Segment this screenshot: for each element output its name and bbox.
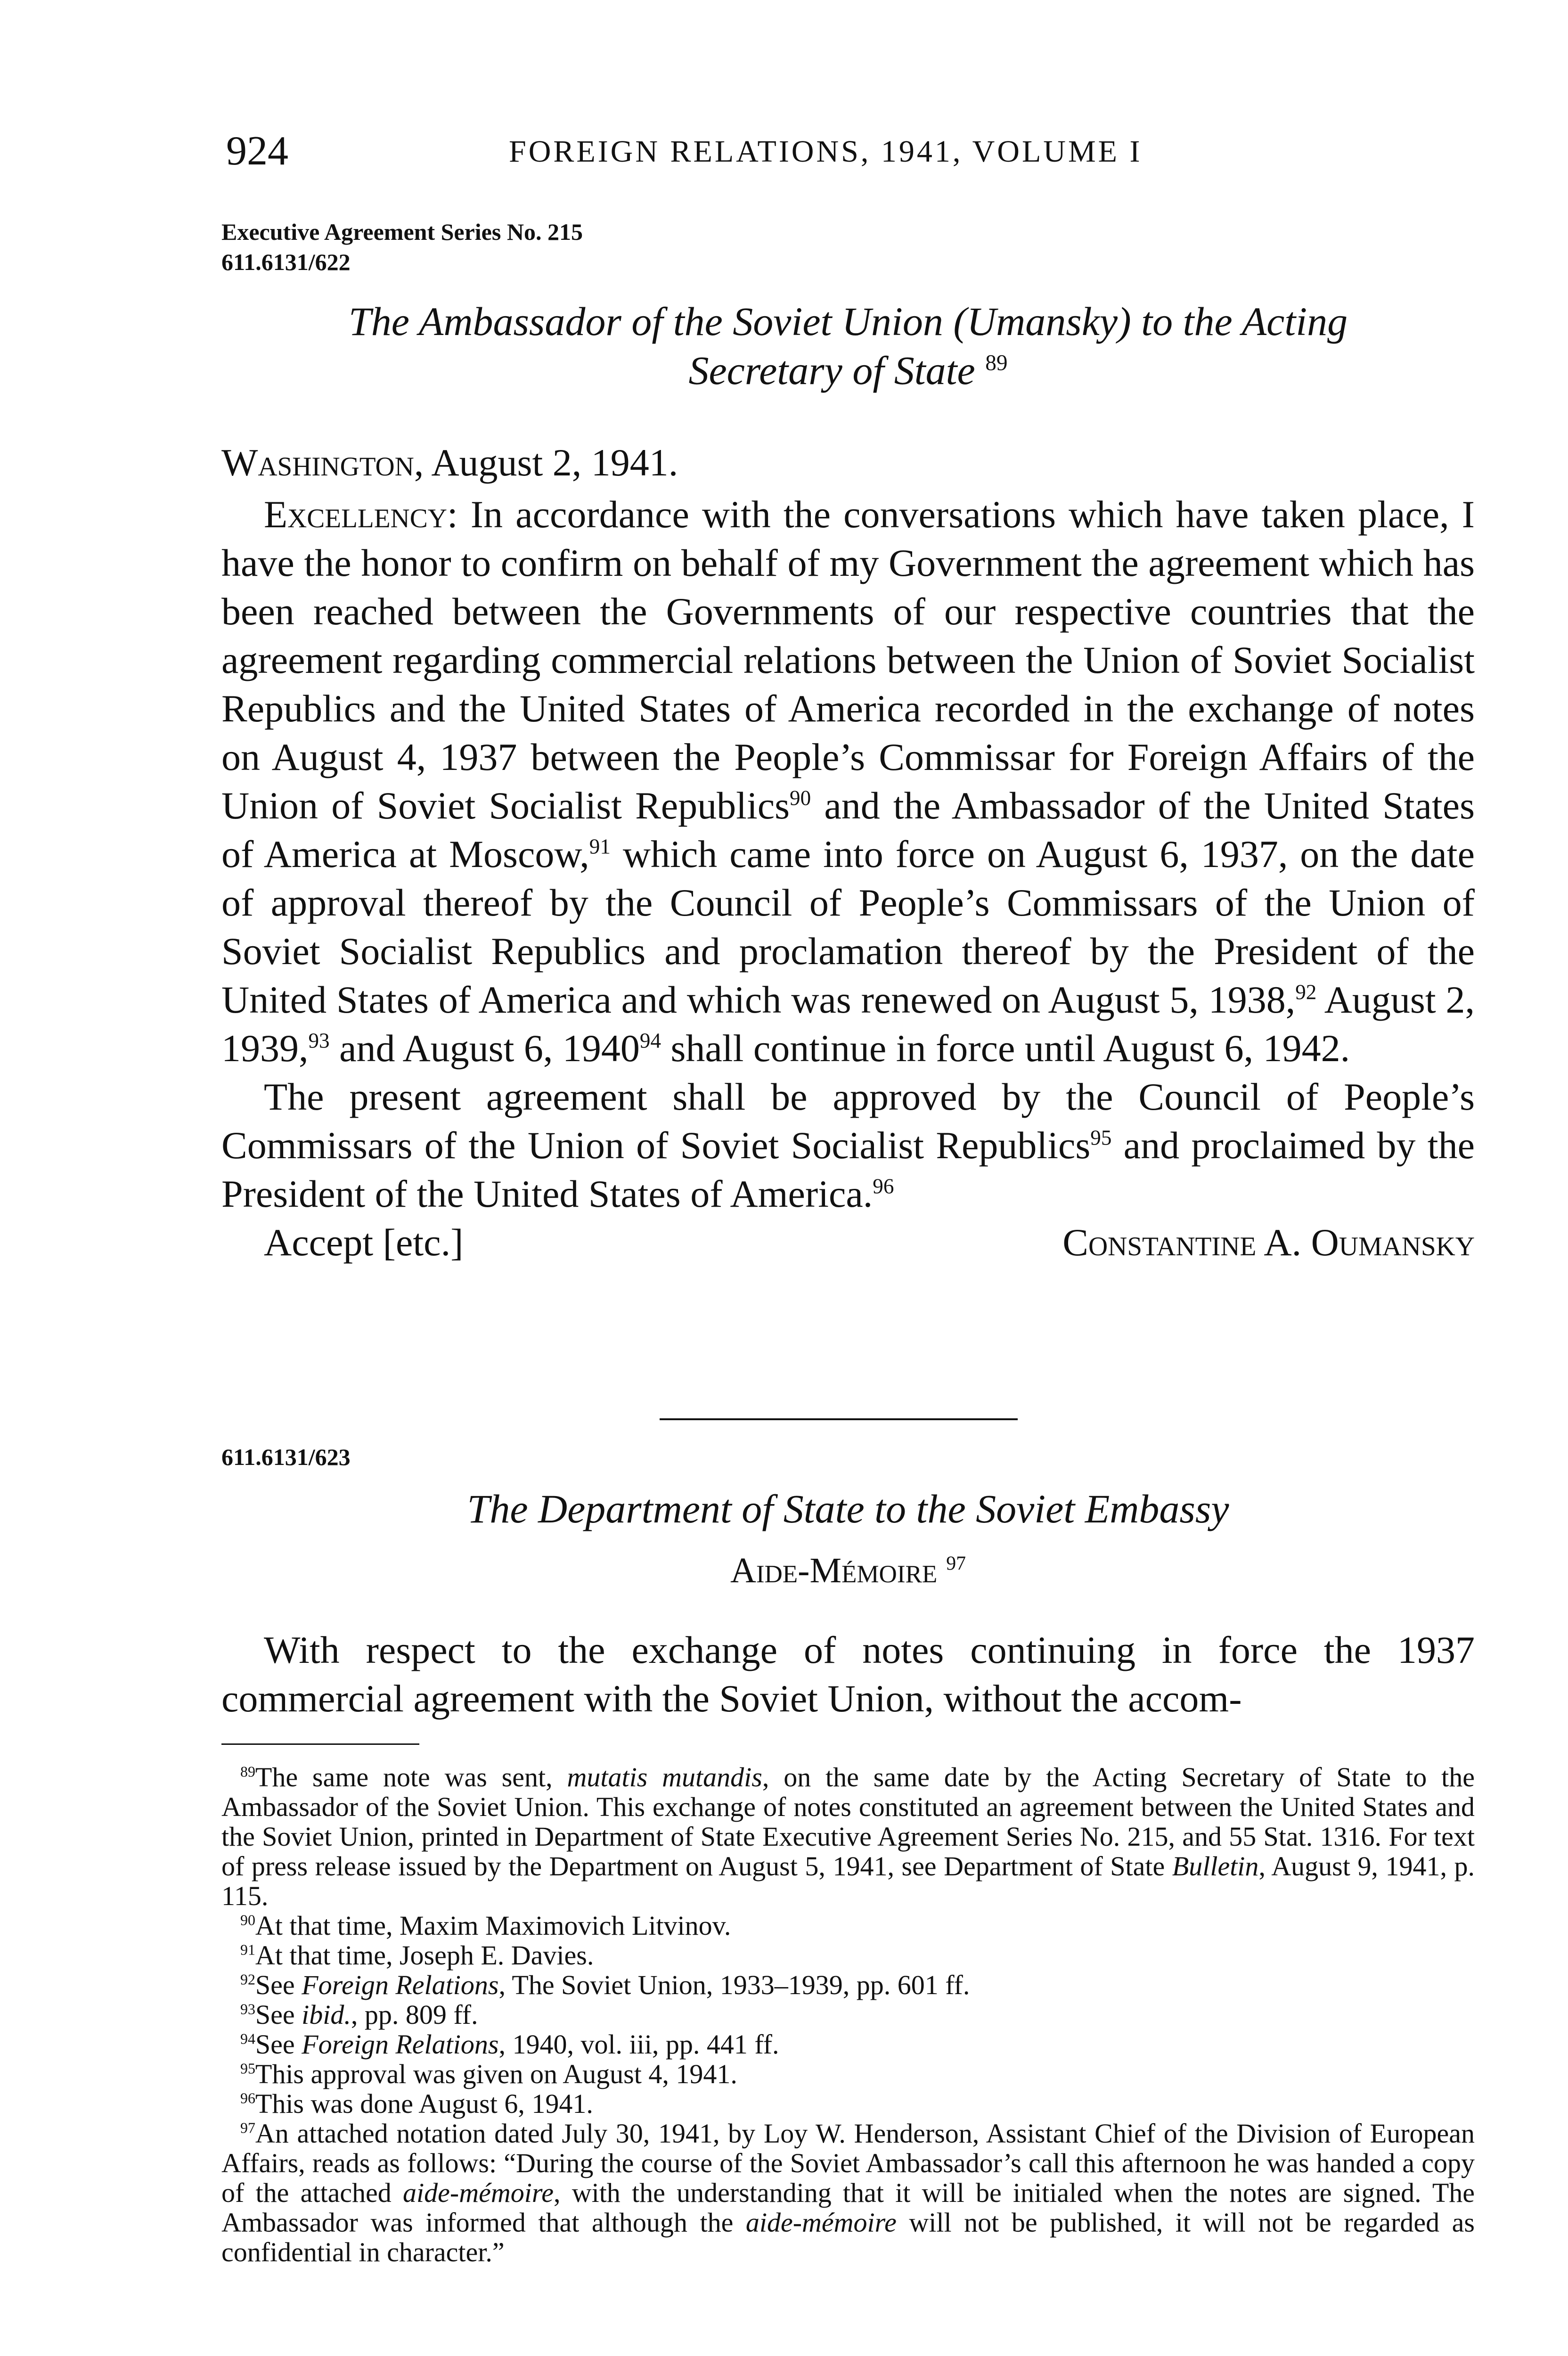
footnote-90: $^{90}$At that time, Maxim Maximovich Litvinov. <box>240 1910 731 1941</box>
salutation: Excellency <box>264 493 447 536</box>
footnote-ref: 91 <box>589 834 611 859</box>
file-number-2: 611.6131/623 <box>221 1444 351 1470</box>
paragraph: With respect to the exchange of notes continuing in force the 1937 commercial agreement with the Soviet Union, without the accom- <box>221 1628 1475 1720</box>
footnote-ref: 94 <box>639 1029 661 1053</box>
footnote-92: $^{92}$See Foreign Relations, The Soviet Union, 1933–1939, pp. 601 ff. <box>240 1970 970 2000</box>
footnote-ref: 89 <box>985 351 1008 376</box>
page-number: 924 <box>226 128 288 174</box>
file-number: 611.6131/622 <box>221 249 351 275</box>
footnote-ref: 95 <box>1090 1126 1112 1150</box>
footnote-rule <box>221 1743 419 1745</box>
document-title-2: The Department of State to the Soviet Embassy <box>467 1486 1229 1531</box>
paragraph: Excellency: In accordance with the conversations which have taken place, I have the honor to confirm on behalf of my Government the agreement which has been reached between the Governments of our respective countries that the agreement regarding commercial relations between the Union of Soviet Socialist Republics and the United States of America recorded in the exchange of notes on August 4, 1937 between the People’s Commissar for Foreign Affairs of the Union of Soviet Socialist Republics$^{90}$ and the Ambassador of the United States of America at Moscow,$^{91}$ which came into force on August 6, 1937, on the date of approval thereof by the Council of People’s Commissars of the Union of Soviet Socialist Republics and proclamation thereof by the President of the United States of America and which was renewed on August 5, 1938,92 August 2, 1939,93 and August 6, 1940$^{94}$ shall continue in force until August 6, 1942. <box>221 493 1475 1070</box>
executive-agreement-series: Executive Agreement Series No. 215 <box>221 219 583 245</box>
document-title <box>221 297 1475 395</box>
footnote-93: $^{93}$See ibid., pp. 809 ff. <box>240 1999 478 2030</box>
footnote-89: $^{89}$The same note was sent, mutatis mutandis, on the same date by the Acting Secretary of State to the Ambassador of the Soviet Union. This exchange of notes constituted an agreement between the United States and the Soviet Union, printed in Department of State Executive Agreement Series No. 215, and 55 Stat. 1316. For text of press release issued by the Department on August 5, 1941, see Department of State Bulletin, August 9, 1941, p. 115. <box>221 1762 1475 1911</box>
closing: Accept [etc.] <box>264 1221 464 1264</box>
letter-body <box>221 490 1475 1267</box>
closing-line <box>221 1218 1475 1267</box>
footnote-ref: 96 <box>873 1174 894 1198</box>
aide-memoire-heading: Aide-Mémoire $^{97}$ <box>730 1551 966 1590</box>
title-line-2: Secretary of State $^{89}$ <box>688 348 1008 393</box>
place: Washington <box>221 441 414 484</box>
dateline <box>221 438 1475 487</box>
running-header <box>226 127 1366 184</box>
footnote-ref: 92 <box>1295 980 1317 1004</box>
footnote-95: $^{95}$This approval was given on August 4, 1941. <box>240 2059 737 2089</box>
footnote-96: $^{96}$This was done August 6, 1941. <box>240 2088 593 2119</box>
title-line-1: The Ambassador of the Soviet Union (Umansky) to the Acting <box>348 299 1348 344</box>
signature: Constantine A. Oumansky <box>1062 1221 1475 1264</box>
footnote-ref: 97 <box>946 1553 966 1575</box>
running-title: FOREIGN RELATIONS, 1941, VOLUME I <box>509 134 1143 169</box>
series-label <box>221 217 881 277</box>
footnote-94: $^{94}$See Foreign Relations, 1940, vol. iii, pp. 441 ff. <box>240 2029 779 2060</box>
footnote-91: $^{91}$At that time, Joseph E. Davies. <box>240 1940 594 1971</box>
date: , August 2, 1941. <box>414 441 678 484</box>
aide-memoire-body <box>221 1626 1475 1723</box>
footnote-ref: 93 <box>308 1029 330 1053</box>
footnotes <box>221 1762 1475 2267</box>
paragraph: The present agreement shall be approved by the Council of People’s Commissars of the Union of Soviet Socialist Republics$^{95}$ and proclaimed by the President of the United States of America.$^{96}$ <box>221 1075 1475 1215</box>
footnote-97: $^{97}$An attached notation dated July 30, 1941, by Loy W. Henderson, Assistant Chief of the Division of European Affairs, reads as follows: “During the course of the Soviet Ambassador’s call this afternoon he was handed a copy of the attached aide-mémoire, with the understanding that it will be initialed when the notes are signed. The Ambassador was informed that although the aide-mémoire will not be published, it will not be regarded as confidential in character.” <box>221 2118 1475 2267</box>
footnote-ref: 90 <box>790 786 811 810</box>
section-divider <box>660 1418 1018 1420</box>
